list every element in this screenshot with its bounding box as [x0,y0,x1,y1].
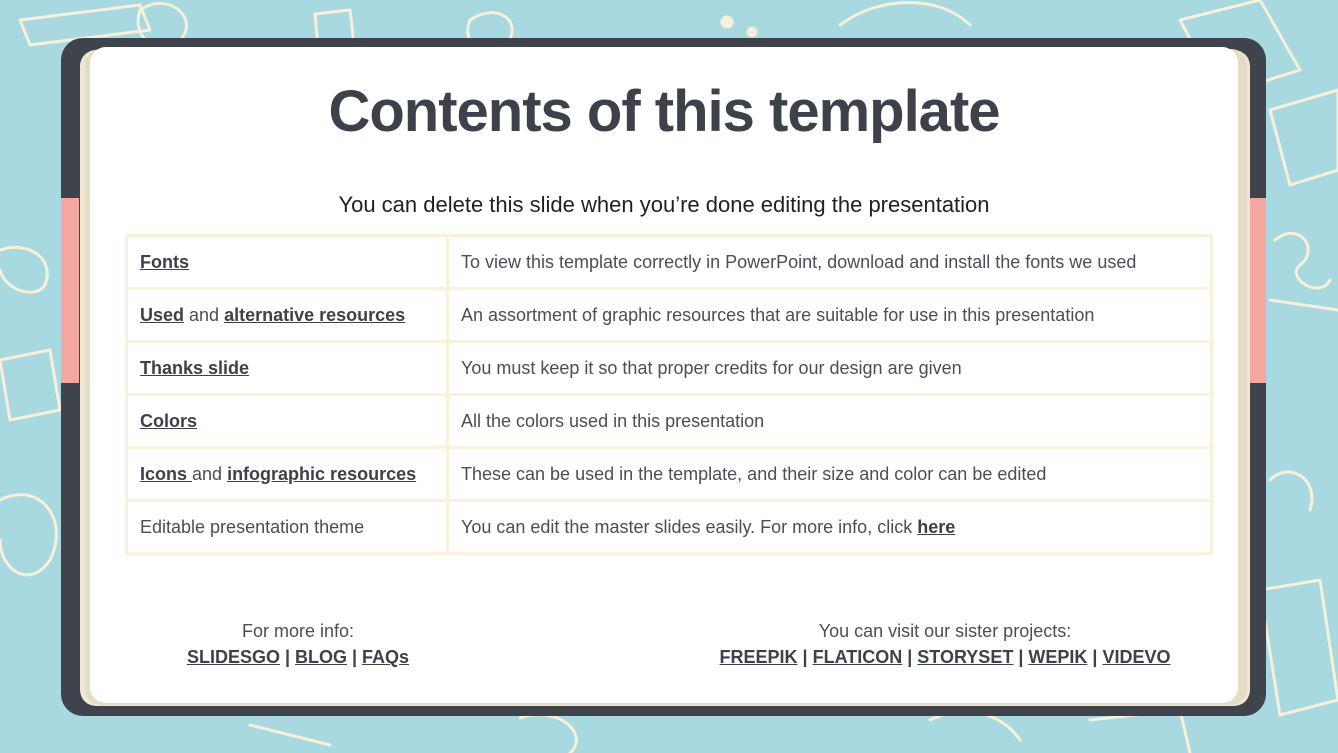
footer-right-links [690,644,1200,670]
colors-link[interactable]: Colors [140,410,198,431]
fonts-link[interactable]: Fonts [140,251,189,272]
link-separator: | [1013,647,1029,667]
infographic-resources-link[interactable]: infographic resources [227,463,417,484]
footer-left-label: For more info: [241,621,355,641]
videvo-link[interactable]: VIDEVO [1102,647,1171,667]
thanks-slide-link[interactable]: Thanks slide [140,357,250,378]
row-description: To view this template correctly in PowerPoint, download and install the fonts we used [449,237,1210,287]
link-separator: | [347,647,363,667]
table-row [128,396,1210,446]
sharpener-doodle [0,350,60,420]
row-topic [128,343,446,393]
footer-more-info [148,618,448,670]
link-separator: | [279,647,295,667]
flaticon-link[interactable]: FLATICON [812,647,903,667]
row-topic [128,449,446,499]
footer-left-links [148,644,448,670]
row-description [449,502,1210,552]
icons-link[interactable]: Icons [140,463,193,484]
dot-doodle [722,17,732,27]
row-description: You must keep it so that proper credits for our design are given [449,343,1210,393]
row-description: An assortment of graphic resources that are suitable for use in this presentation [449,290,1210,340]
footer-sister-projects [690,618,1200,670]
row-topic: Editable presentation theme [128,502,446,552]
link-separator: | [902,647,918,667]
wepik-link[interactable]: WEPIK [1028,647,1088,667]
footer-right-label: You can visit our sister projects: [818,621,1072,641]
row-description: All the colors used in this presentation [449,396,1210,446]
slidesgo-link[interactable]: SLIDESGO [186,647,280,667]
here-link[interactable]: here [917,516,956,537]
row-topic [128,290,446,340]
contents-table [125,234,1213,555]
link-separator: | [1087,647,1103,667]
link-separator: | [797,647,813,667]
table-row [128,343,1210,393]
faqs-link[interactable]: FAQs [362,647,410,667]
book-doodle [1090,710,1190,753]
book-doodle [1270,90,1338,185]
row-topic [128,396,446,446]
book-doodle [1260,580,1338,715]
pencil-doodle [250,725,330,745]
row-joiner: and [184,304,225,325]
row-description: These can be used in the template, and their size and color can be edited [449,449,1210,499]
dot-doodle [748,28,756,36]
freepik-link[interactable]: FREEPIK [719,647,798,667]
table-row [128,449,1210,499]
right-bookmark-tab [1248,198,1266,383]
table-row [128,237,1210,287]
table-row [128,502,1210,552]
swirl-doodle [1270,472,1312,510]
leaf-doodle [0,495,56,575]
row-description-text: You can edit the master slides easily. For more info, click [461,516,918,537]
cup-doodle [840,3,970,26]
page-subtitle: You can delete this slide when you’re done editing the presentation [338,192,990,217]
table-row [128,290,1210,340]
page-title: Contents of this template [328,79,1000,144]
leaf-doodle [520,715,576,753]
cup-doodle [930,712,1020,740]
swirl-doodle [1275,233,1330,288]
row-topic [128,237,446,287]
alternative-resources-link[interactable]: alternative resources [224,304,406,325]
blog-link[interactable]: BLOG [295,647,347,667]
pencil-doodle [1270,300,1338,310]
storyset-link[interactable]: STORYSET [917,647,1014,667]
row-joiner: and [192,463,228,484]
leaf-doodle [0,247,47,292]
used-resources-link[interactable]: Used [140,304,185,325]
left-bookmark-tab [61,198,79,383]
